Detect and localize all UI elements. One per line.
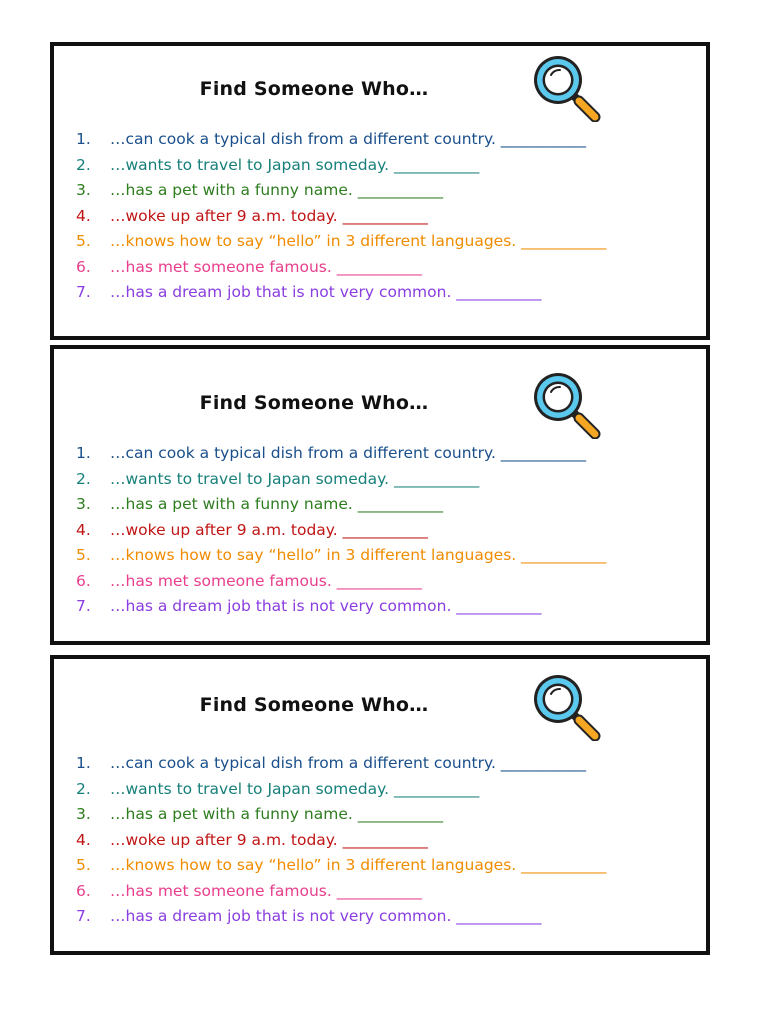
list-item: 6. …has met someone famous. ___________ bbox=[76, 571, 422, 590]
list-item: 2. …wants to travel to Japan someday. ___________ bbox=[76, 155, 480, 174]
list-item: 4. …woke up after 9 a.m. today. ___________ bbox=[76, 206, 428, 225]
list-item: 1. …can cook a typical dish from a different country. ___________ bbox=[76, 754, 587, 772]
list-item: 2. …wants to travel to Japan someday. ___________ bbox=[76, 779, 480, 798]
list-item: 3. …has a pet with a funny name. ___________ bbox=[76, 805, 443, 823]
magnifying-glass-icon bbox=[524, 671, 606, 741]
list-item: 5. …knows how to say “hello” in 3 different languages. ___________ bbox=[76, 232, 607, 250]
list-item: 7. …has a dream job that is not very common. ___________ bbox=[76, 283, 542, 301]
list-item: 7. …has a dream job that is not very common. ___________ bbox=[76, 597, 542, 615]
magnifying-glass-icon bbox=[524, 52, 606, 122]
list-item: 4. …woke up after 9 a.m. today. ___________ bbox=[76, 830, 428, 849]
list-item: 5. …knows how to say “hello” in 3 different languages. ___________ bbox=[76, 856, 607, 874]
list-item: 7. …has a dream job that is not very common. ___________ bbox=[76, 907, 542, 925]
card-title: Find Someone Who… bbox=[199, 694, 429, 716]
card-title: Find Someone Who… bbox=[199, 392, 429, 414]
find-someone-list bbox=[76, 127, 606, 306]
list-item: 4. …woke up after 9 a.m. today. ___________ bbox=[76, 520, 428, 539]
list-item: 1. …can cook a typical dish from a different country. ___________ bbox=[76, 130, 587, 148]
card-3 bbox=[50, 655, 710, 955]
list-item: 6. …has met someone famous. ___________ bbox=[76, 257, 422, 276]
list-item: 3. …has a pet with a funny name. ___________ bbox=[76, 181, 443, 199]
magnifying-glass-icon bbox=[524, 369, 606, 439]
list-item: 2. …wants to travel to Japan someday. ___________ bbox=[76, 469, 480, 488]
list-item: 5. …knows how to say “hello” in 3 different languages. ___________ bbox=[76, 546, 607, 564]
card-1 bbox=[50, 42, 710, 340]
find-someone-list bbox=[76, 441, 606, 620]
list-item: 6. …has met someone famous. ___________ bbox=[76, 881, 422, 900]
list-item: 1. …can cook a typical dish from a different country. ___________ bbox=[76, 444, 587, 462]
card-title: Find Someone Who… bbox=[199, 78, 429, 100]
find-someone-list bbox=[76, 751, 606, 930]
list-item: 3. …has a pet with a funny name. ___________ bbox=[76, 495, 443, 513]
card-2 bbox=[50, 345, 710, 645]
